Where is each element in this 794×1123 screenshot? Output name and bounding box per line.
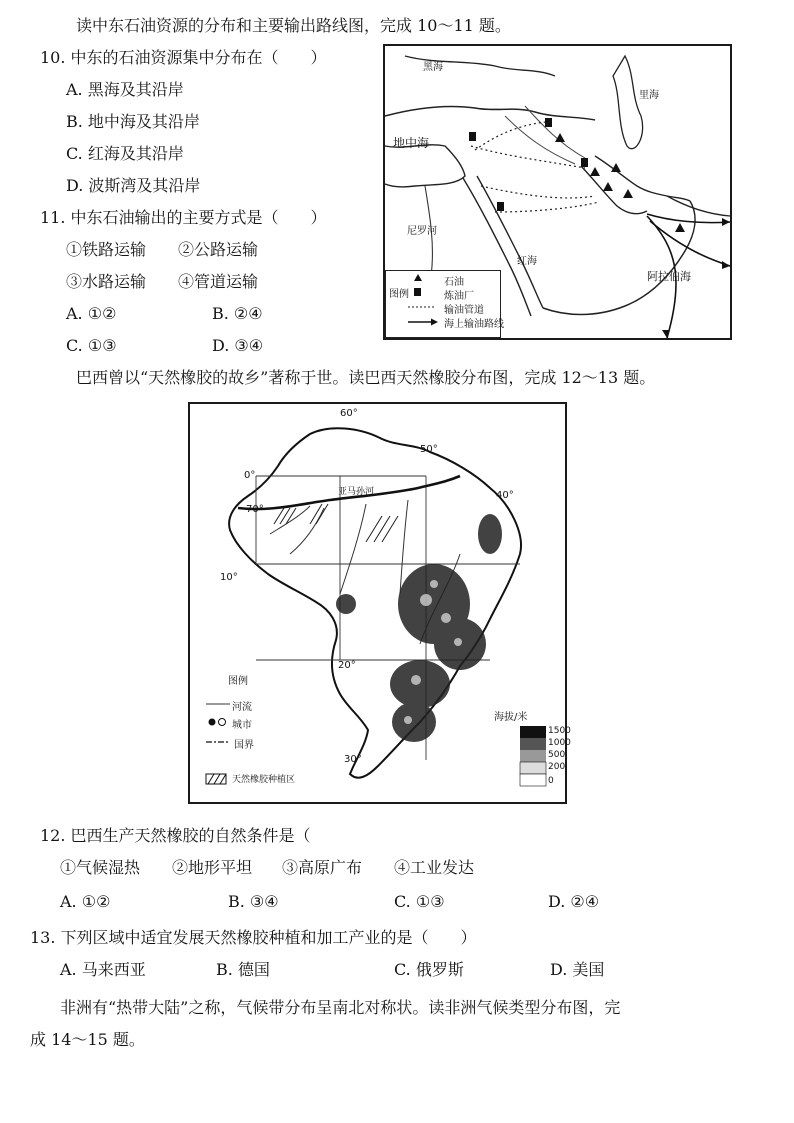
lat-label-30: 30° xyxy=(344,754,362,765)
legend-oil: 石油 xyxy=(444,277,464,288)
place-nile: 尼罗河 xyxy=(407,226,437,237)
lon-label-70: 70° xyxy=(246,504,264,515)
place-mediterranean: 地中海 xyxy=(393,136,430,150)
lat-label-10: 10° xyxy=(220,572,238,583)
q11-item-2: ②公路运输 xyxy=(178,240,259,259)
q10-stem: 10. 中东的石油资源集中分布在（ ） xyxy=(40,48,327,67)
legend-pipeline: 输油管道 xyxy=(444,305,484,316)
q12-choice-c: C. ①③ xyxy=(394,892,445,911)
q12-item-3: ③高原广布 xyxy=(282,858,363,877)
lat-label-0: 0° xyxy=(244,470,256,481)
q12-choice-d: D. ②④ xyxy=(548,892,600,911)
q12-stem: 12. 巴西生产天然橡胶的自然条件是（ xyxy=(40,826,311,845)
brazil-legend-city: 城市 xyxy=(232,720,252,731)
q13-choice-c: C. 俄罗斯 xyxy=(394,960,464,979)
river-label-amazon: 亚马孙河 xyxy=(338,487,375,497)
place-black-sea: 黑海 xyxy=(423,62,443,73)
place-arabian-sea: 阿拉伯海 xyxy=(647,270,691,283)
q12-item-4: ④工业发达 xyxy=(394,858,475,877)
q10-option-b: B. 地中海及其沿岸 xyxy=(66,112,200,131)
elevation-500: 500 xyxy=(548,750,566,760)
q10-option-a: A. 黑海及其沿岸 xyxy=(66,80,184,99)
elevation-1000: 1000 xyxy=(548,738,571,748)
q13-choice-d: D. 美国 xyxy=(550,960,605,979)
intro-q10-11: 读中东石油资源的分布和主要输出路线图，完成 10～11 题。 xyxy=(76,16,511,35)
q12-choice-b: B. ③④ xyxy=(228,892,279,911)
legend-title: 图例 xyxy=(389,289,409,300)
lat-label-20: 20° xyxy=(338,660,356,671)
elevation-200: 200 xyxy=(548,762,566,772)
q11-item-4: ④管道运输 xyxy=(178,272,259,291)
brazil-legend-rubber: 天然橡胶种植区 xyxy=(232,775,296,785)
place-red-sea: 红海 xyxy=(517,256,537,267)
q11-item-3: ③水路运输 xyxy=(66,272,147,291)
q13-stem: 13. 下列区域中适宜发展天然橡胶种植和加工产业的是（ ） xyxy=(30,928,477,947)
brazil-legend-river: 河流 xyxy=(232,702,252,713)
intro-q12-13: 巴西曾以“天然橡胶的故乡”著称于世。读巴西天然橡胶分布图，完成 12～13 题。 xyxy=(76,368,656,387)
brazil-legend-border: 国界 xyxy=(234,740,254,751)
place-caspian-sea: 里海 xyxy=(639,90,659,101)
legend-refinery: 炼油厂 xyxy=(444,291,474,302)
q11-choice-b: B. ②④ xyxy=(212,304,263,323)
intro-q14-15-line2: 成 14～15 题。 xyxy=(30,1030,145,1049)
q10-option-d: D. 波斯湾及其沿岸 xyxy=(66,176,201,195)
q13-choice-a: A. 马来西亚 xyxy=(60,960,146,979)
q11-stem: 11. 中东石油输出的主要方式是（ ） xyxy=(40,208,327,227)
q12-item-2: ②地形平坦 xyxy=(172,858,253,877)
intro-q14-15-line1: 非洲有“热带大陆”之称，气候带分布呈南北对称状。读非洲气候类型分布图，完 xyxy=(60,998,621,1017)
q10-option-c: C. 红海及其沿岸 xyxy=(66,144,184,163)
q11-choice-a: A. ①② xyxy=(66,304,117,323)
lon-label-50: 50° xyxy=(420,444,438,455)
elevation-title: 海拔/米 xyxy=(494,712,528,723)
legend-symbols xyxy=(404,271,444,337)
lon-label-60: 60° xyxy=(340,408,358,419)
middle-east-oil-map xyxy=(383,44,732,340)
q12-choice-a: A. ①② xyxy=(60,892,111,911)
brazil-legend-title: 图例 xyxy=(228,676,248,687)
middle-east-legend xyxy=(385,270,504,338)
q11-item-1: ①铁路运输 xyxy=(66,240,147,259)
q13-choice-b: B. 德国 xyxy=(216,960,270,979)
brazil-rubber-map xyxy=(188,402,571,804)
q11-choice-d: D. ③④ xyxy=(212,336,264,355)
elevation-0: 0 xyxy=(548,776,554,786)
elevation-1500: 1500 xyxy=(548,726,571,736)
q12-item-1: ①气候湿热 xyxy=(60,858,141,877)
lon-label-40: 40° xyxy=(496,490,514,501)
legend-sea-route: 海上输油路线 xyxy=(444,319,504,330)
q11-choice-c: C. ①③ xyxy=(66,336,117,355)
